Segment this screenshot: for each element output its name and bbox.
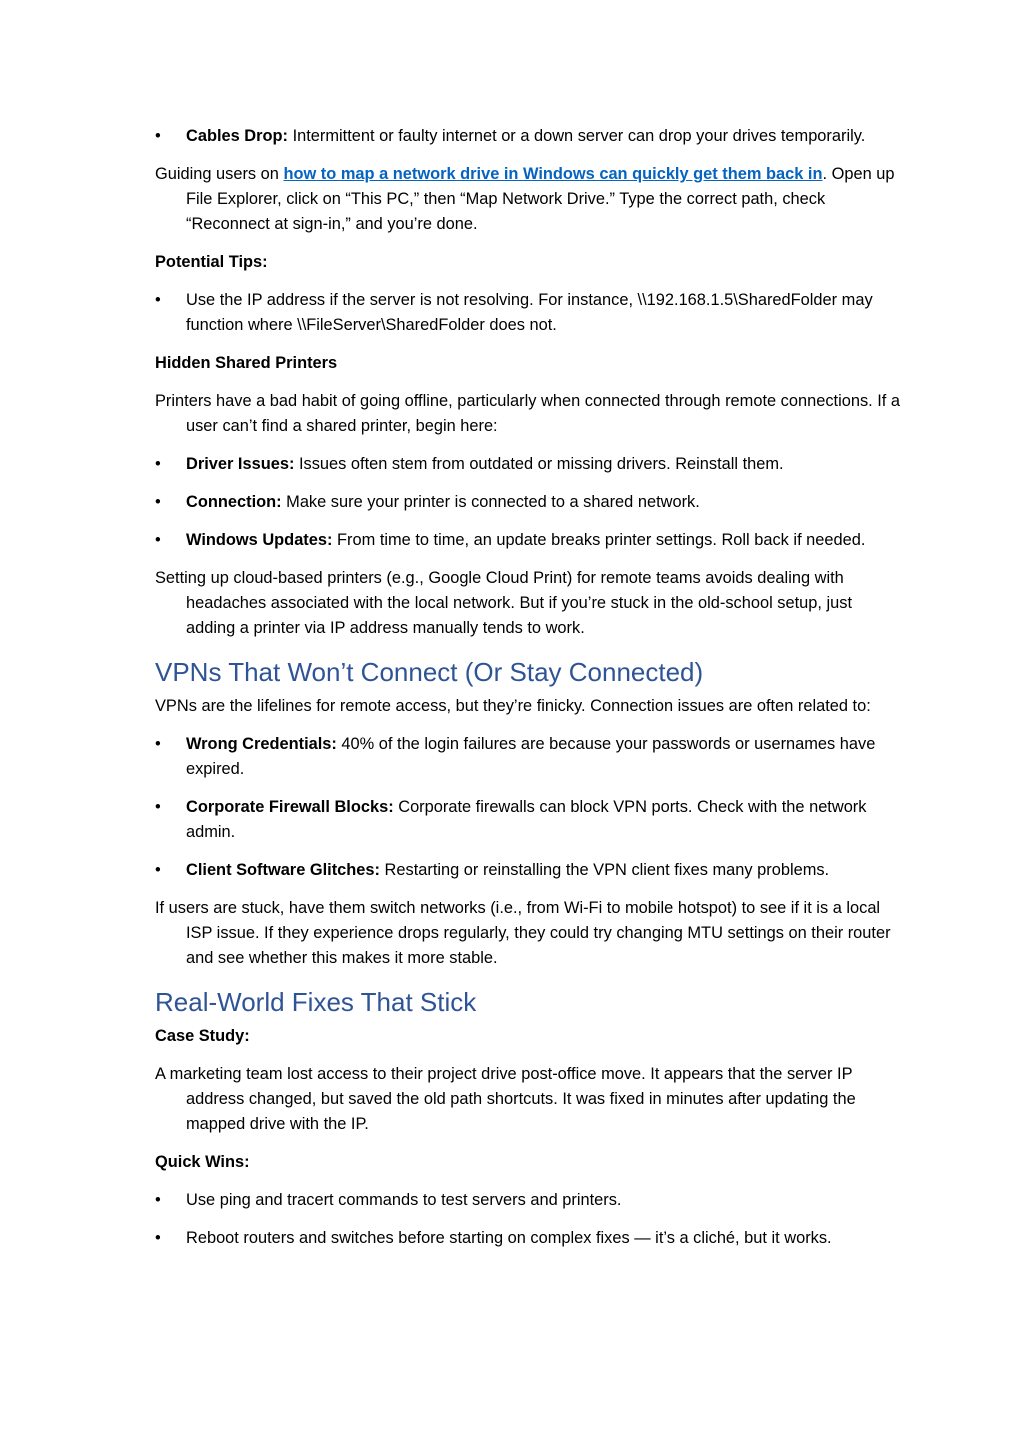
bullet-icon: • bbox=[155, 798, 161, 816]
map-network-drive-link[interactable]: how to map a network drive in Windows can quickly get them back in bbox=[283, 165, 823, 183]
bullet-text: Use the IP address if the server is not resolving. For instance, \\192.168.1.5\SharedFolder may function where \\FileServer\SharedFolder does not. bbox=[186, 291, 873, 334]
bullet-text: Use ping and tracert commands to test servers and printers. bbox=[186, 1191, 622, 1209]
bullet-icon: • bbox=[155, 493, 161, 511]
paragraph-text: Guiding users on bbox=[155, 165, 284, 183]
bullet-icon: • bbox=[155, 531, 161, 549]
list-item bbox=[155, 490, 905, 515]
list-item bbox=[155, 124, 905, 149]
case-study-heading: Case Study: bbox=[155, 1027, 250, 1045]
bullet-icon: • bbox=[155, 1229, 161, 1247]
paragraph bbox=[155, 162, 905, 237]
paragraph: Setting up cloud-based printers (e.g., Google Cloud Print) for remote teams avoids dealing with headaches associated with the local network. But if you’re stuck in the old-school setup, just adding a printer via IP address manually tends to work. bbox=[155, 569, 853, 637]
bullet-icon: • bbox=[155, 455, 161, 473]
list-item bbox=[155, 1188, 905, 1213]
tips-heading: Potential Tips: bbox=[155, 253, 268, 271]
section-heading-fixes: Real-World Fixes That Stick bbox=[155, 987, 477, 1017]
bullet-text: 40% of the login failures are because your passwords or usernames have expired. bbox=[186, 735, 876, 778]
list-item bbox=[155, 1226, 905, 1251]
paragraph: VPNs are the lifelines for remote access, but they’re finicky. Connection issues are often related to: bbox=[155, 697, 871, 715]
quick-wins-heading: Quick Wins: bbox=[155, 1153, 250, 1171]
bullet-label: Wrong Credentials: bbox=[186, 735, 337, 753]
paragraph: A marketing team lost access to their project drive post-office move. It appears that the server IP address changed, but saved the old path shortcuts. It was fixed in minutes after updating the mapped drive with the IP. bbox=[155, 1065, 856, 1133]
paragraph-text: . Open up File Explorer, click on “This PC,” then “Map Network Drive.” Type the correct path, check “Reconnect at sign-in,” and you’re done. bbox=[186, 165, 895, 233]
bullet-text: Reboot routers and switches before starting on complex fixes — it’s a cliché, but it works. bbox=[186, 1229, 832, 1247]
paragraph: If users are stuck, have them switch networks (i.e., from Wi-Fi to mobile hotspot) to see if it is a local ISP issue. If they experience drops regularly, they could try changing MTU settings on their router and see whether this makes it more stable. bbox=[155, 899, 891, 967]
list-item bbox=[155, 288, 905, 338]
bullet-icon: • bbox=[155, 127, 161, 145]
list-item bbox=[155, 528, 905, 553]
list-item bbox=[155, 858, 905, 883]
bullet-text: Restarting or reinstalling the VPN client fixes many problems. bbox=[380, 861, 830, 879]
bullet-icon: • bbox=[155, 1191, 161, 1209]
section-heading-vpn: VPNs That Won’t Connect (Or Stay Connected) bbox=[155, 657, 704, 687]
paragraph: Printers have a bad habit of going offline, particularly when connected through remote connections. If a user can’t find a shared printer, begin here: bbox=[155, 392, 901, 435]
list-item bbox=[155, 732, 905, 782]
list-item bbox=[155, 452, 905, 477]
bullet-text: Make sure your printer is connected to a shared network. bbox=[281, 493, 700, 511]
bullet-icon: • bbox=[155, 861, 161, 879]
bullet-label: Windows Updates: bbox=[186, 531, 333, 549]
bullet-text: Corporate firewalls can block VPN ports. Check with the network admin. bbox=[186, 798, 867, 841]
list-item bbox=[155, 795, 905, 845]
bullet-icon: • bbox=[155, 291, 161, 309]
bullet-text: Intermittent or faulty internet or a down server can drop your drives temporarily. bbox=[288, 127, 866, 145]
bullet-label: Driver Issues: bbox=[186, 455, 295, 473]
bullet-label: Cables Drop: bbox=[186, 127, 289, 145]
document-page bbox=[155, 124, 905, 1264]
bullet-icon: • bbox=[155, 735, 161, 753]
bullet-text: Issues often stem from outdated or missing drivers. Reinstall them. bbox=[294, 455, 784, 473]
bullet-label: Corporate Firewall Blocks: bbox=[186, 798, 394, 816]
bullet-text: From time to time, an update breaks printer settings. Roll back if needed. bbox=[332, 531, 866, 549]
bullet-label: Connection: bbox=[186, 493, 282, 511]
printers-heading: Hidden Shared Printers bbox=[155, 354, 338, 372]
bullet-label: Client Software Glitches: bbox=[186, 861, 380, 879]
